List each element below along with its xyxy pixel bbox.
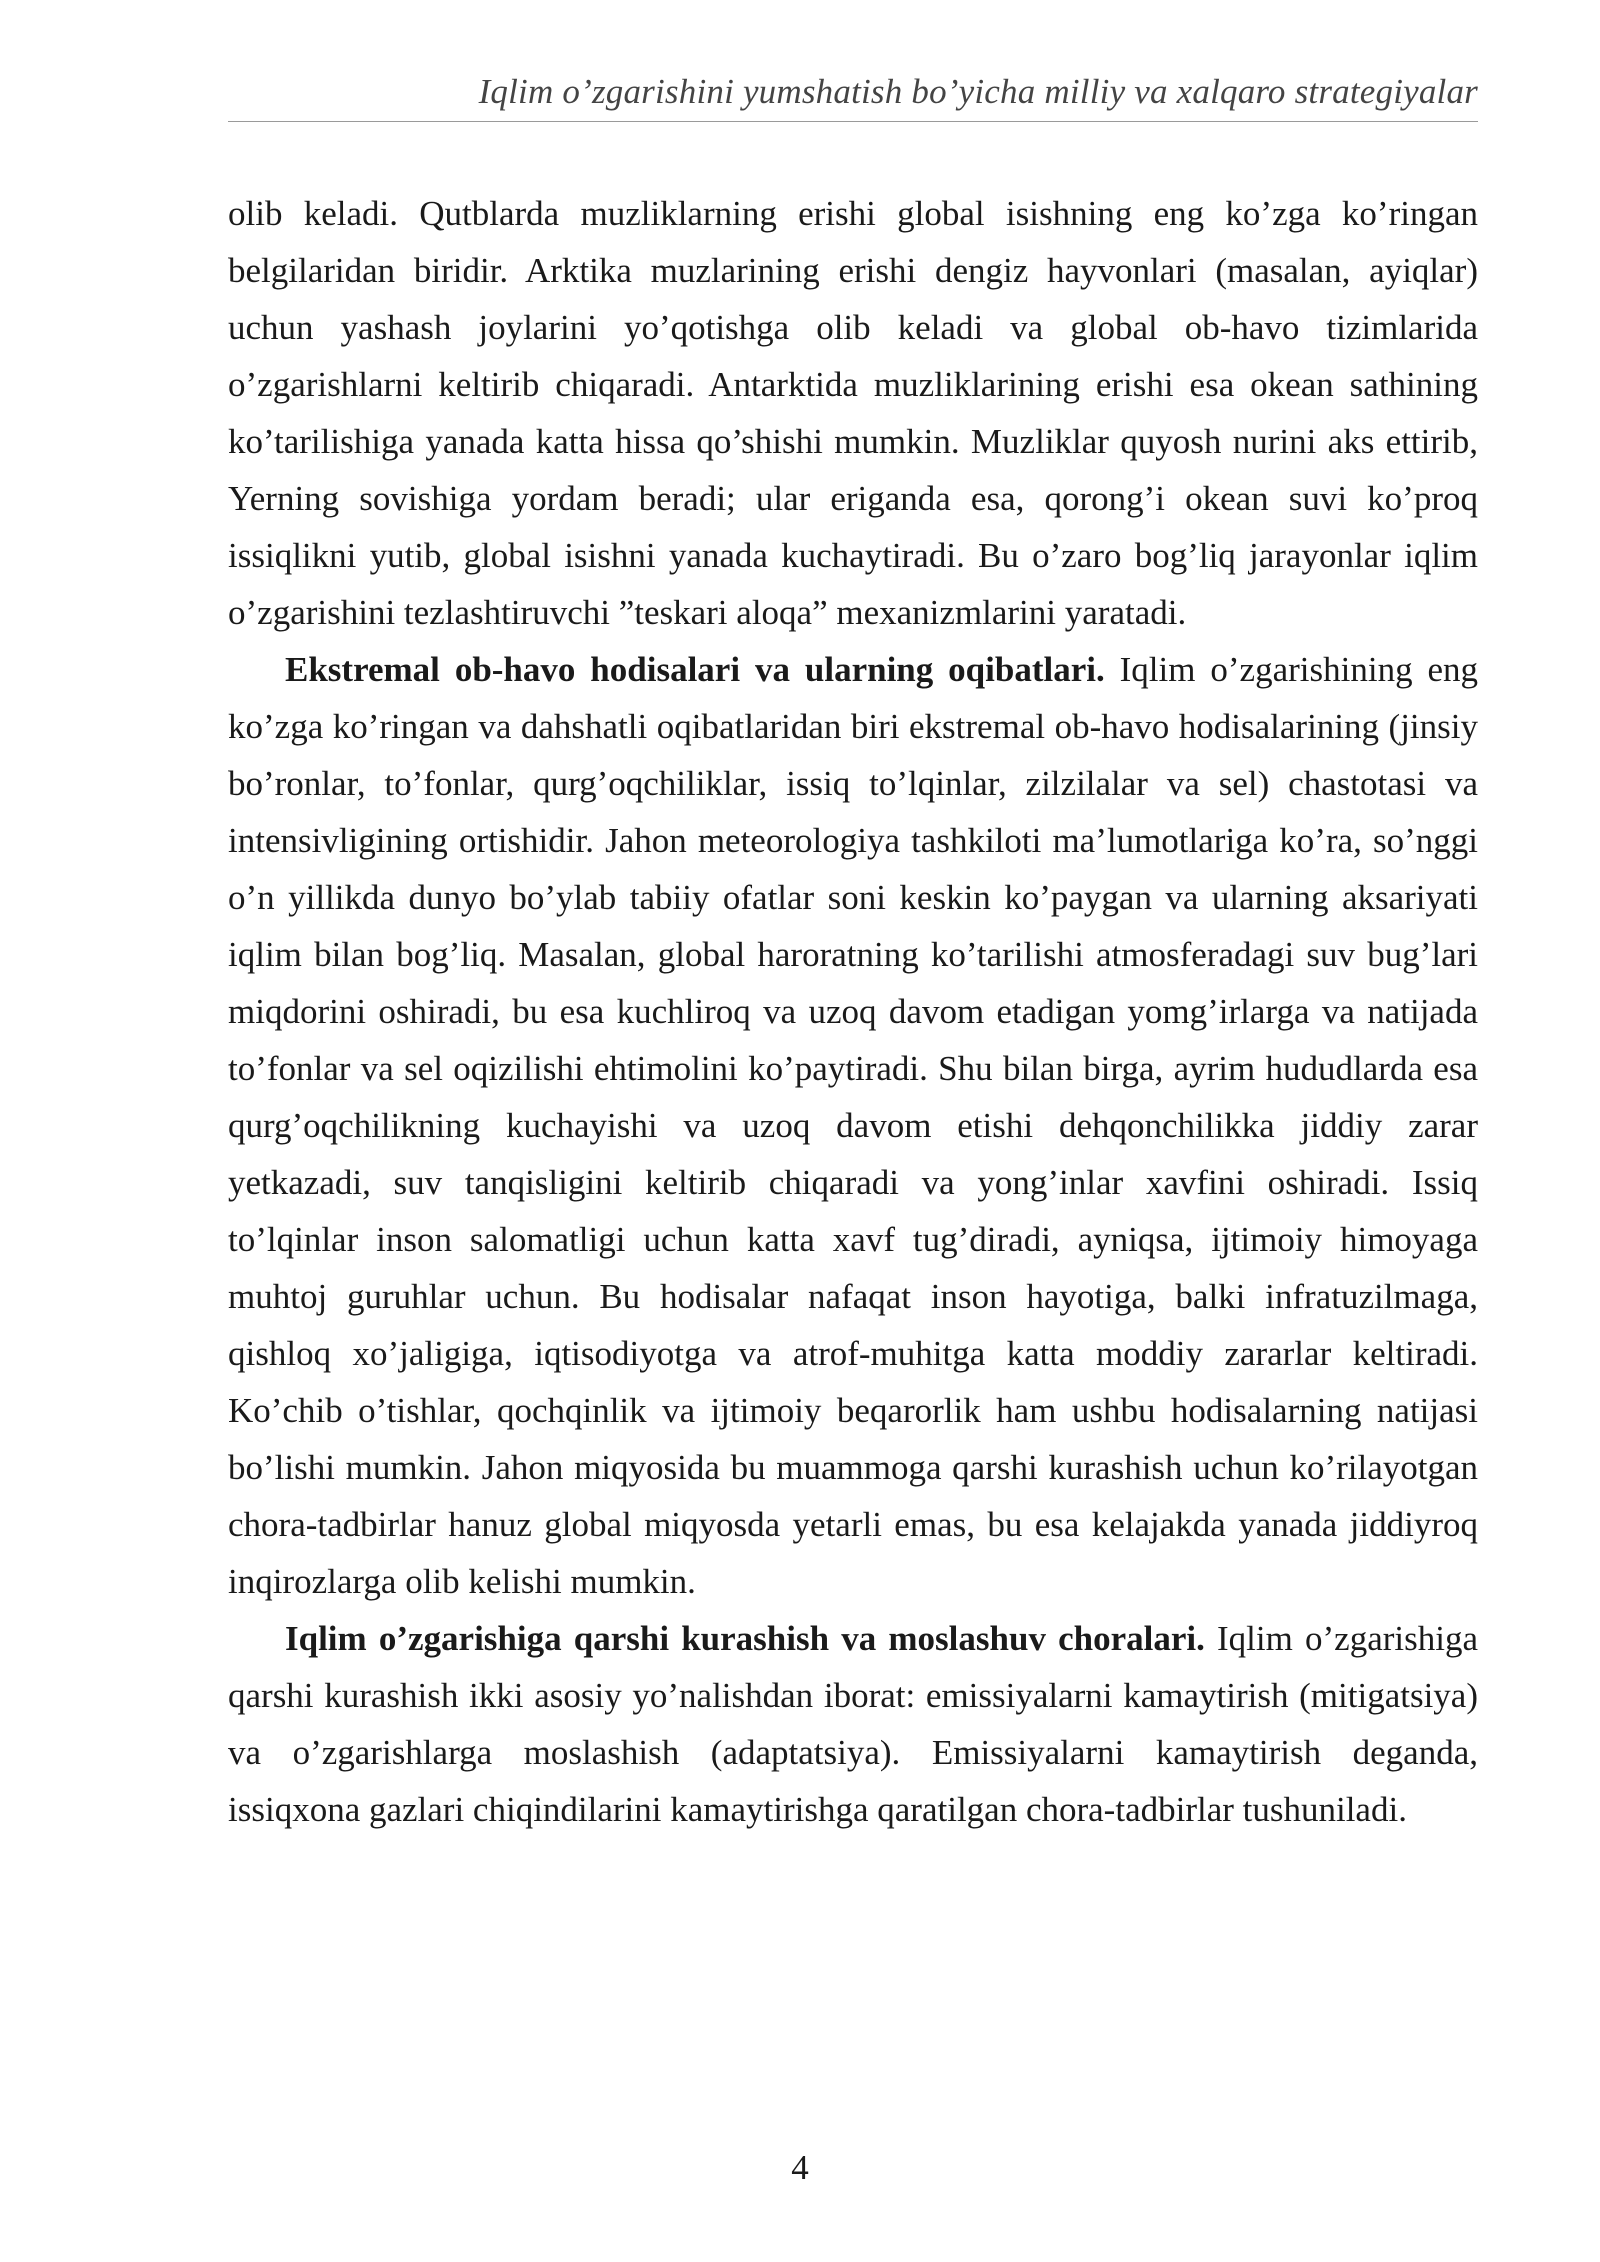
paragraph-text: olib keladi. Qutblarda muzliklarning erishi global isishning eng ko’zga ko’ringan belgilaridan biridir. Arktika muzlarining erishi dengiz hayvonlari (masalan, ayiqlar) uchun yashash joylarini yo’qotishga olib keladi va global ob-havo tizimlarida o’zgarishlarni keltirib chiqaradi. Antarktida muzliklarining erishi esa okean sathining ko’tarilishiga yanada katta hissa qo’shishi mumkin. Muzliklar quyosh nurini aks ettirib, Yerning sovishiga yordam beradi; ular eriganda esa, qorong’i okean suvi ko’proq issiqlikni yutib, global isishni yanada kuchaytiradi. Bu o’zaro bog’liq jarayonlar iqlim o’zgarishini tezlashtiruvchi ”teskari aloqa” mexanizmlarini yaratadi. — [228, 194, 1478, 632]
paragraph-extreme-weather — [228, 641, 1478, 1610]
paragraph-mitigation-adaptation — [228, 1610, 1478, 1838]
running-header: Iqlim o’zgarishini yumshatish bo’yicha milliy va xalqaro strategiyalar — [478, 72, 1478, 111]
paragraph-text: Iqlim o’zgarishining eng ko’zga ko’ringan va dahshatli oqibatlaridan biri ekstremal ob-havo hodisalarining (jinsiy bo’ronlar, to’fonlar, qurg’oqchiliklar, issiq to’lqinlar, zilzilalar va sel) chastotasi va intensivligining ortishidir. Jahon meteorologiya tashkiloti ma’lumotlariga ko’ra, so’nggi o’n yillikda dunyo bo’ylab tabiiy ofatlar soni keskin ko’paygan va ularning aksariyati iqlim bilan bog’liq. Masalan, global haroratning ko’tarilishi atmosferadagi suv bug’lari miqdorini oshiradi, bu esa kuchliroq va uzoq davom etadigan yomg’irlarga va natijada to’fonlar va sel oqizilishi ehtimolini ko’paytiradi. Shu bilan birga, ayrim hududlarda esa qurg’oqchilikning kuchayishi va uzoq davom etishi dehqonchilikka jiddiy zarar yetkazadi, suv tanqisligini keltirib chiqaradi va yong’inlar xavfini oshiradi. Issiq to’lqinlar inson salomatligi uchun katta xavf tug’diradi, ayniqsa, ijtimoiy himoyaga muhtoj guruhlar uchun. Bu hodisalar nafaqat inson hayotiga, balki infratuzilmaga, qishloq xo’jaligiga, iqtisodiyotga va atrof-muhitga katta moddiy zararlar keltiradi. Ko’chib o’tishlar, qochqinlik va ijtimoiy beqarorlik ham ushbu hodisalarning natijasi bo’lishi mumkin. Jahon miqyosida bu muammoga qarshi kurashish uchun ko’rilayotgan chora-tadbirlar hanuz global miqyosda yetarli emas, bu esa kelajakda yanada jiddiyroq inqirozlarga olib kelishi mumkin. — [228, 650, 1479, 1601]
paragraph-continuation — [228, 185, 1478, 641]
header-rule — [228, 121, 1478, 122]
section-heading-extreme-weather: Ekstremal ob-havo hodisalari va ularning oqibatlari. — [285, 650, 1105, 689]
page-number: 4 — [791, 2148, 809, 2187]
section-heading-mitigation-adaptation: Iqlim o’zgarishiga qarshi kurashish va moslashuv choralari. — [285, 1619, 1205, 1658]
body-text — [228, 185, 1478, 1838]
paragraph-text: Iqlim o’zgarishiga qarshi kurashish ikki asosiy yo’nalishdan iborat: emissiyalarni kamaytirish (mitigatsiya) va o’zgarishlarga moslashish (adaptatsiya). Emissiyalarni kamaytirish deganda, issiqxona gazlari chiqindilarini kamaytirishga qaratilgan chora-tadbirlar tushuniladi. — [228, 1619, 1478, 1829]
